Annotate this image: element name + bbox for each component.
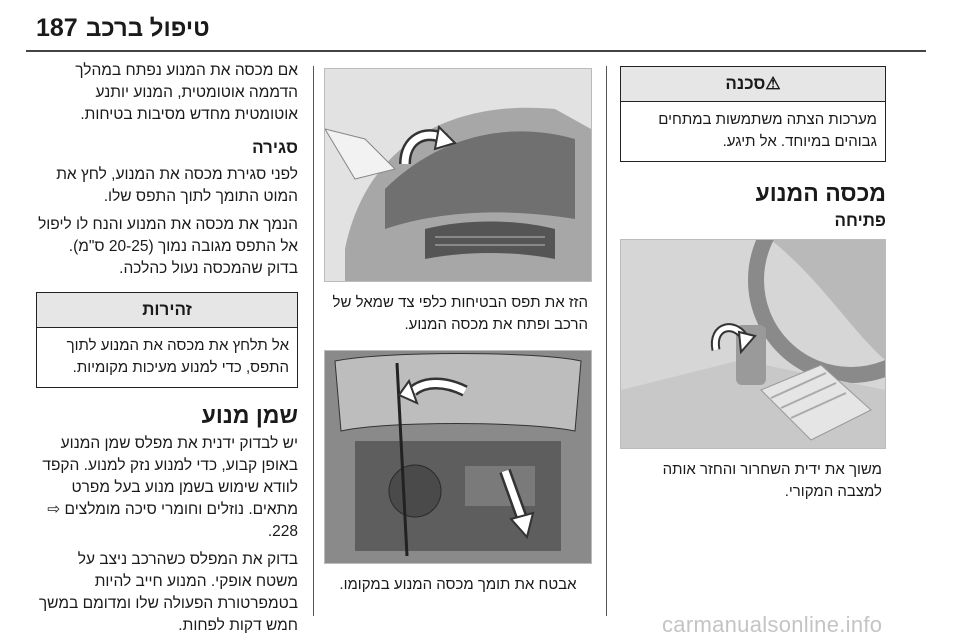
page-number: 187 (36, 14, 78, 42)
closing-paragraph-1: לפני סגירת מכסה את המנוע, לחץ את המוט התומך לתוך התפס שלו. (56, 166, 298, 205)
chapter-title: טיפול ברכב (86, 15, 210, 42)
caution-box-body: מערכות הצתה משתמשות במתחים גבוהים במיוחד. אל תיגע. (658, 111, 877, 150)
engine-oil-title: שמן מנוע (201, 402, 298, 428)
right-column (620, 60, 886, 503)
caption-top: הזז את תפס הבטיחות כלפי צד שמאל של הרכב ופתח את מכסה המנוע. (332, 294, 588, 333)
column-divider (313, 66, 314, 616)
caption-bottom: אבטח את תומך מכסה המנוע במקומו. (339, 576, 577, 593)
warning-box-title: זהירות (37, 293, 297, 328)
closing-title: סגירה (252, 138, 298, 157)
left-column (36, 60, 298, 637)
column-divider (606, 66, 607, 616)
engine-bay-illustration (325, 351, 591, 563)
engine-oil-paragraph-2: בדוק את המפלס כשהרכב ניצב על משטח אופקי. המנוע חייב להיות בטמפרטורת הפעולה שלו ומדומם במשך חמש דקות לפחות. (38, 551, 298, 634)
hood-support-figure (324, 350, 592, 564)
engine-oil-paragraph-1 (36, 433, 298, 543)
page-header (0, 0, 960, 48)
warning-box-body: אל תלחץ את מכסה את המנוע לתוך התפס, כדי למנוע מעיכות מקומיות. (66, 337, 289, 376)
hood-release-illustration (621, 240, 885, 448)
watermark: carmanualsonline.info (662, 612, 883, 637)
warning-box (36, 292, 298, 388)
subsection-title: פתיחה (834, 211, 886, 230)
middle-column (324, 60, 592, 596)
hood-safety-catch-figure (324, 68, 592, 282)
hood-release-figure (620, 239, 886, 449)
figure-caption: משוך את ידית השחרור והחזר אותה למצבה המקורי. (662, 461, 882, 500)
caution-box (620, 66, 886, 162)
page-reference-link[interactable]: ⇨ 228. (47, 501, 298, 540)
engine-oil-text: יש לבדוק ידנית את מפלס שמן המנוע באופן קבוע, כדי למנוע נזק למנוע. הקפד לוודא שימוש בשמן מנוע בעל מפרט מתאים. נוזלים וחומרי סיכה מומלצים (42, 435, 298, 518)
closing-paragraph-2: הנמך את מכסה את המנוע והנח לו ליפול אל התפס מגובה נמוך (20-25 ס"מ). בדוק שהמכסה נעול כהלכה. (38, 216, 298, 277)
section-title: מכסה המנוע (755, 180, 886, 206)
caution-box-title: ⚠סכנה (621, 67, 885, 102)
car-front-illustration (325, 69, 591, 281)
header-rule (26, 50, 926, 52)
autostop-paragraph: אם מכסה את המנוע נפתח במהלך הדממה אוטומטית, המנוע יותנע אוטומטית מחדש מסיבות בטיחות. (75, 62, 298, 123)
